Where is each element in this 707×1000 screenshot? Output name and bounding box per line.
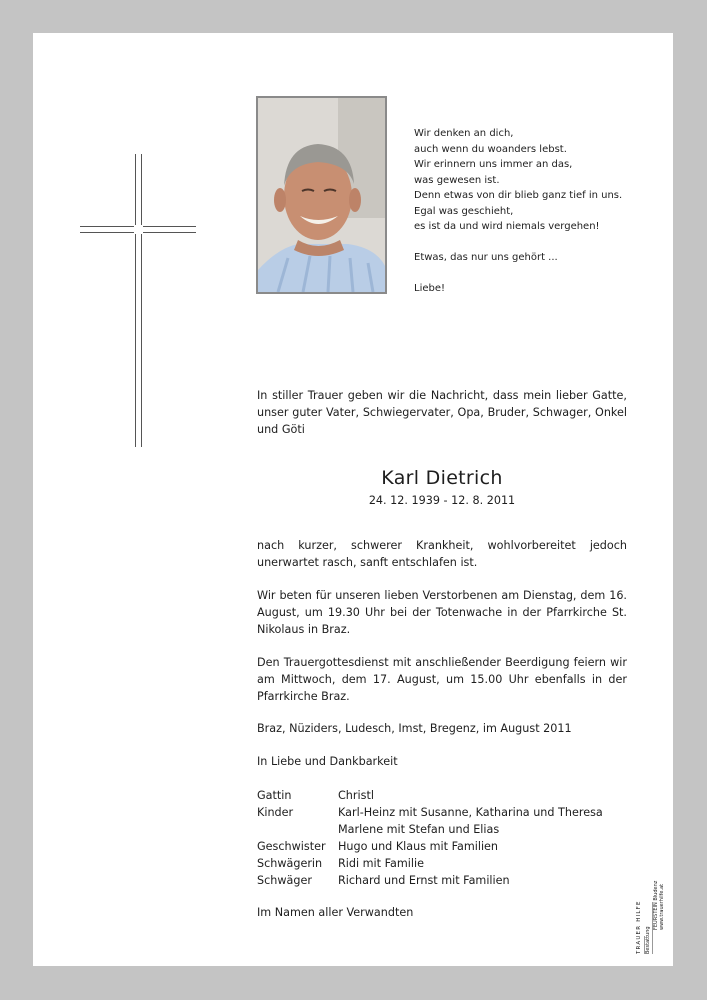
life-dates: 24. 12. 1939 - 12. 8. 2011 (368, 494, 516, 507)
imprint-url: www.trauerhilfe.at (659, 883, 665, 930)
poem-line: auch wenn du woanders lebst. (414, 143, 567, 155)
family-names: Hugo und Klaus mit Familien (338, 840, 499, 853)
funeral-text: Den Trauergottesdienst mit anschließender Beerdigung feiern wir am Mittwoch, dem 17. August, um 15.00 Uhr ebenfalls in der Pfarrkirche Braz. (257, 656, 627, 703)
imprint-service: Bestattung (645, 926, 651, 954)
family-role: Kinder (257, 806, 294, 819)
poem-line: Egal was geschieht, (414, 205, 514, 217)
poem-line: Wir erinnern uns immer an das, (414, 159, 573, 170)
announcement-text: In stiller Trauer geben wir die Nachricht, dass mein lieber Gatte, unser guter Vater, Schwiegervater, Opa, Bruder, Schwager, Onkel und Göti (257, 389, 627, 436)
family-row (257, 804, 603, 821)
poem-line: Denn etwas von dir blieb ganz tief in uns. (414, 190, 623, 201)
family-role: Gattin (257, 789, 292, 802)
imprint-firm: FEURSTEIN Bludenz (653, 880, 659, 930)
family-names: Marlene mit Stefan und Elias (338, 823, 500, 836)
family-names: Karl-Heinz mit Susanne, Katharina und Theresa (338, 806, 603, 819)
family-row (257, 821, 603, 838)
family-list (257, 787, 603, 889)
family-row (257, 855, 603, 872)
imprint-logo (634, 856, 668, 956)
passing-text: nach kurzer, schwerer Krankheit, wohlvorbereitet jedoch unerwartet rasch, sanft entschlafen ist. (257, 539, 627, 569)
poem-line: Wir denken an dich, (414, 128, 514, 139)
family-role (257, 821, 338, 838)
gratitude-text: In Liebe und Dankbarkeit (257, 755, 398, 768)
poem-line: was gewesen ist. (414, 174, 500, 186)
deceased-name: Karl Dietrich (381, 467, 503, 489)
imprint-brand: TRAUER HILFE (636, 900, 642, 954)
poem (414, 126, 622, 297)
closing-text: Im Namen aller Verwandten (257, 906, 414, 919)
place-date-text: Braz, Nüziders, Ludesch, Imst, Bregenz, im August 2011 (257, 722, 572, 735)
poem-line: Etwas, das nur uns gehört ... (414, 252, 558, 263)
family-role: Schwägerin (257, 857, 323, 870)
portrait-photo (256, 96, 387, 294)
family-role: Schwäger (257, 874, 312, 887)
family-names: Ridi mit Familie (338, 857, 424, 870)
poem-line: Liebe! (414, 283, 446, 294)
family-role: Geschwister (257, 840, 326, 853)
family-names: Richard und Ernst mit Familien (338, 874, 510, 887)
vigil-text: Wir beten für unseren lieben Verstorbenen am Dienstag, dem 16. August, um 19.30 Uhr bei der Totenwache in der Pfarrkirche St. Nikolaus in Braz. (257, 589, 627, 636)
family-names: Christl (338, 789, 374, 802)
family-row (257, 838, 603, 855)
poem-line: es ist da und wird niemals vergehen! (414, 221, 600, 232)
family-row (257, 872, 603, 889)
family-row (257, 787, 603, 804)
